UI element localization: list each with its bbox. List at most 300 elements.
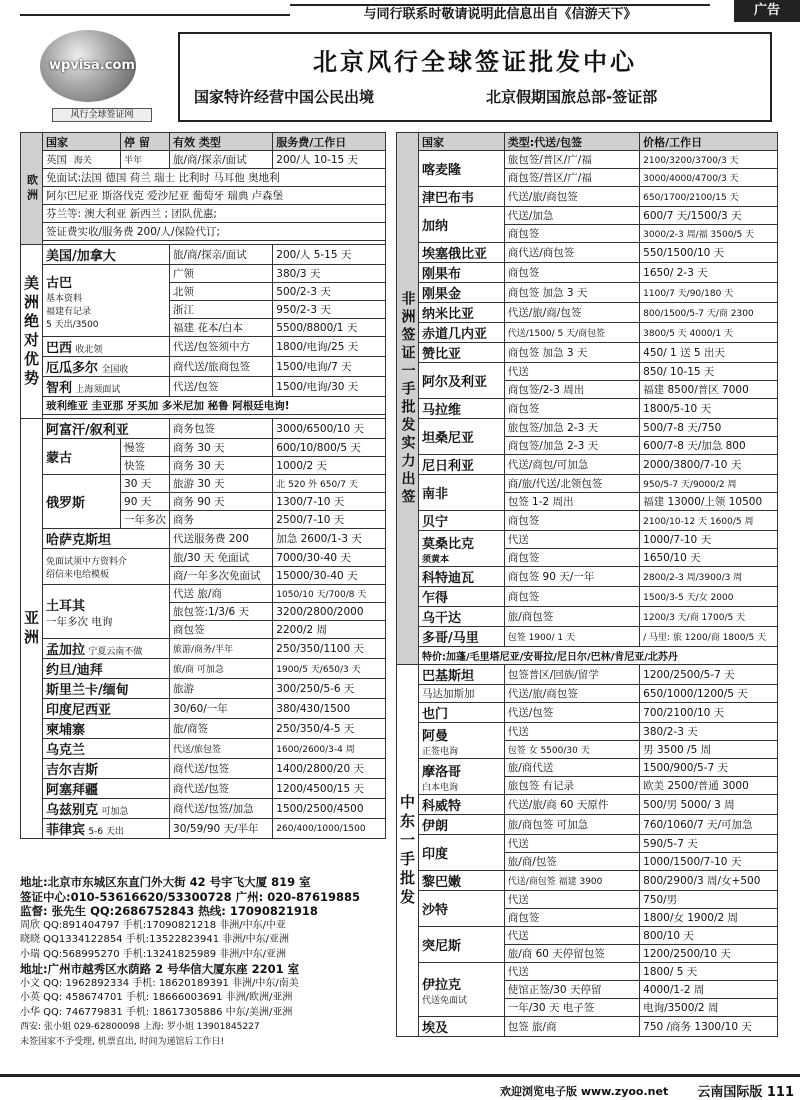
country-cell <box>419 927 505 963</box>
table-row <box>397 835 778 853</box>
table-cell: 商包签/加急 2-3 天 <box>504 437 639 455</box>
logo <box>22 30 162 125</box>
table-cell: 代送 <box>504 963 639 981</box>
column-header: 价格/工作日 <box>640 133 778 151</box>
table-cell: 300/250/5-6 天 <box>273 679 386 699</box>
table-row <box>21 439 386 457</box>
table-cell: 旅游 <box>170 679 273 699</box>
table-cell: 旅/商包签 可加急 <box>504 815 639 835</box>
table-row <box>397 963 778 981</box>
table-cell: 3000/4000/4700/3 天 <box>640 169 778 187</box>
cell-line: 白本电询 <box>422 782 459 793</box>
table-row <box>397 323 778 343</box>
country-name: 赤道几内亚 <box>419 323 505 343</box>
table-cell <box>43 699 170 719</box>
table-cell: 商/一年多次免面试 <box>170 567 273 585</box>
table-cell: 代送/商包/可加急 <box>504 455 639 475</box>
table-cell: 代送 <box>504 927 639 945</box>
table-row <box>21 245 386 265</box>
table-cell: 380/430/1500 <box>273 699 386 719</box>
contact-line: 地址:北京市东城区东直门外大街 42 号宇飞大厦 819 室 <box>20 875 311 889</box>
table-cell: 15000/30-40 天 <box>273 567 386 585</box>
cell-line: 福建有记录 <box>46 306 92 317</box>
cell-line: 莫桑比克 <box>422 536 475 552</box>
cell-note: 海关 <box>73 156 92 166</box>
table-cell: 哈萨克斯坦 <box>43 529 170 549</box>
table-cell: 一年多次 <box>121 511 170 529</box>
country-cell <box>419 665 505 685</box>
table-cell: 500/7-8 天/750 <box>640 419 778 437</box>
country-cell <box>419 963 505 1017</box>
table-cell: 1200/2500/10 天 <box>640 945 778 963</box>
table-cell: 30/59/90 天/半年 <box>170 819 273 839</box>
table-cell: 福建 8500/普区 7000 <box>640 381 778 399</box>
table-cell: 2200/2 周 <box>273 621 386 639</box>
country-name: 巴西 <box>46 341 73 356</box>
country-name: 厄瓜多尔 <box>46 361 99 376</box>
contact-line: 西安: 张小姐 029-62800098 上海: 罗小姐 13901845227 <box>20 1022 260 1032</box>
table-cell: 90 天 <box>121 493 170 511</box>
table-cell: 旅包签/普区/广/福 <box>504 151 639 169</box>
table-cell: 代送/1500/ 5 天/商包签 <box>504 323 639 343</box>
contact-line: 小文 QQ: 1962892334 手机: 18620189391 非洲/中东/南美 <box>20 977 299 989</box>
note-text: 签证费实收/服务费 200/人/保险代订; <box>43 223 386 241</box>
table-cell: 旅/商签 <box>170 719 273 739</box>
cell-note: 可加急 <box>101 807 129 817</box>
country-cell <box>43 265 170 337</box>
table-cell: 450/ 1 送 5 出天 <box>640 343 778 363</box>
table-cell: 商包签 <box>170 621 273 639</box>
table-cell: 500/男 5000/ 3 周 <box>640 795 778 815</box>
table-cell: 1500/900/5-7 天 <box>640 759 778 777</box>
table-cell: 包签 1-2 周出 <box>504 493 639 511</box>
country-cell <box>419 795 505 815</box>
logo-text: wpvisa.com <box>49 58 135 73</box>
table-cell: 代送 旅/商 <box>170 585 273 603</box>
cell-line: 伊拉克 <box>422 977 462 993</box>
country-cell <box>419 835 505 871</box>
header-row <box>397 133 778 151</box>
country-name: 乌克兰 <box>46 743 86 758</box>
note-text: 芬兰等: 澳大利亚 新西兰 ; 团队优惠; <box>43 205 386 223</box>
table-cell: 800/10 天 <box>640 927 778 945</box>
contact-line: 地址:广州市越秀区水荫路 2 号华信大厦东座 2201 室 <box>20 962 300 976</box>
column-header: 国家 <box>43 133 121 151</box>
table-row <box>397 703 778 723</box>
table-cell: 2100/10-12 天 1600/5 周 <box>640 511 778 531</box>
cell-line: 科威特 <box>422 799 462 814</box>
table-cell: 700/2100/10 天 <box>640 703 778 723</box>
table-row <box>21 265 386 283</box>
table-row <box>21 549 386 567</box>
table-row <box>21 529 386 549</box>
header-subtitle-right: 北京假期国旅总部-签证部 <box>486 88 658 106</box>
top-bar <box>0 0 800 26</box>
table-cell: 600/10/800/5 天 <box>273 439 386 457</box>
table-cell <box>43 779 170 799</box>
country-name: 刚果布 <box>419 263 505 283</box>
table-row <box>397 419 778 437</box>
table-cell: 广领 <box>170 265 273 283</box>
table-cell: 代送/旅/商 60 天原件 <box>504 795 639 815</box>
cell-note: 上海须面试 <box>75 385 121 395</box>
region-label: 非洲签证一手批发实力出签 <box>397 133 419 665</box>
table-cell: 男 3500 /5 周 <box>640 741 778 759</box>
table-cell: 250/350/1100 天 <box>273 639 386 659</box>
table-cell: 商代送/商包签 <box>504 243 639 263</box>
region-label: 欧洲 <box>21 133 43 245</box>
table-cell: 代送/加急 <box>504 207 639 225</box>
table-cell: 商包签 <box>504 511 639 531</box>
table-cell: 1800/电询/25 天 <box>273 337 386 357</box>
table-cell: 950/5-7 天/9000/2 周 <box>640 475 778 493</box>
table-row <box>21 719 386 739</box>
table-cell: 3000/6500/10 天 <box>273 419 386 439</box>
country-cell <box>419 1017 505 1037</box>
table-cell: 250/350/4-5 天 <box>273 719 386 739</box>
table-row <box>397 263 778 283</box>
country-name <box>419 531 505 567</box>
table-row <box>397 187 778 207</box>
table-cell: 旅/30 天 免面试 <box>170 549 273 567</box>
country-name: 印度尼西亚 <box>46 703 112 718</box>
table-cell: 商务包签 <box>170 419 273 439</box>
header <box>178 32 772 122</box>
country-cell <box>419 815 505 835</box>
cell-line: 基本资料 <box>46 293 83 304</box>
table-cell: 7000/30-40 天 <box>273 549 386 567</box>
table-cell: 美国/加拿大 <box>43 245 170 265</box>
table-row <box>21 659 386 679</box>
table-row <box>397 455 778 475</box>
table-cell: 商务 <box>170 511 273 529</box>
table-row <box>397 759 778 777</box>
left-price-table <box>20 132 386 839</box>
table-cell: 380/2-3 天 <box>640 723 778 741</box>
country-cell <box>419 685 505 703</box>
table-cell: 旅包签:1/3/6 天 <box>170 603 273 621</box>
table-cell: 2000/3800/7-10 天 <box>640 455 778 475</box>
table-row <box>21 187 386 205</box>
country-name: 约旦/迪拜 <box>46 663 103 678</box>
table-row <box>21 819 386 839</box>
table-cell: 30/60/一年 <box>170 699 273 719</box>
table-row <box>21 337 386 357</box>
table-cell: 1000/7-10 天 <box>640 531 778 549</box>
table-row <box>397 363 778 381</box>
table-cell: 1500/电询/7 天 <box>273 357 386 377</box>
table-cell: 商代送/旅商包签 <box>170 357 273 377</box>
column-header: 类型:代送/包签 <box>504 133 639 151</box>
table-cell: 旅包签 有记录 <box>504 777 639 795</box>
contact-info <box>20 875 395 1049</box>
cell-note: 收北领 <box>75 345 103 355</box>
table-cell: 800/2900/3 周/女+500 <box>640 871 778 891</box>
table-cell: 加急 2600/1-3 天 <box>273 529 386 549</box>
cell-line: 须黄本 <box>422 554 450 565</box>
table-cell <box>43 151 121 169</box>
cell-line: 绍信来电给模板 <box>46 569 110 580</box>
table-row <box>397 871 778 891</box>
table-cell: 1500/电询/30 天 <box>273 377 386 397</box>
table-cell: 快签 <box>121 457 170 475</box>
note-text: 特价:加蓬/毛里塔尼亚/安哥拉/尼日尔/巴林/肯尼亚/北苏丹 <box>419 647 778 665</box>
table-cell: 包签 1900/ 1 天 <box>504 627 639 647</box>
table-cell: 1200/2500/5-7 天 <box>640 665 778 685</box>
logo-caption: 风行全球签证网 <box>52 108 152 122</box>
table-cell: 代送 <box>504 835 639 853</box>
table-cell: 旅游/商务/半年 <box>170 639 273 659</box>
country-name: 津巴布韦 <box>419 187 505 207</box>
table-cell: 代送 <box>504 891 639 909</box>
table-row <box>397 685 778 703</box>
country-name: 马拉维 <box>419 399 505 419</box>
table-cell: 包签 女 5500/30 天 <box>504 741 639 759</box>
country-name: 刚果金 <box>419 283 505 303</box>
table-cell: 850/ 10-15 天 <box>640 363 778 381</box>
table-cell: 200/人 5-15 天 <box>273 245 386 265</box>
table-row <box>21 397 386 415</box>
table-cell: 1800/ 5 天 <box>640 963 778 981</box>
table-row <box>397 531 778 549</box>
table-row <box>21 151 386 169</box>
table-cell: 电询/3500/2 周 <box>640 999 778 1017</box>
country-name: 智利 <box>46 381 73 396</box>
table-cell: 2800/2-3 周/3900/3 周 <box>640 567 778 587</box>
table-cell: 600/7-8 天/加急 800 <box>640 437 778 455</box>
table-row <box>21 357 386 377</box>
country-name: 尼日利亚 <box>419 455 505 475</box>
table-cell: 欧美 2500/普通 3000 <box>640 777 778 795</box>
table-cell: 旅/商/探亲/面试 <box>170 151 273 169</box>
table-cell <box>43 759 170 779</box>
table-row <box>397 399 778 419</box>
table-row <box>397 665 778 685</box>
table-cell: / 马里: 旅 1200/商 1800/5 天 <box>640 627 778 647</box>
table-cell: 旅包签/加急 2-3 天 <box>504 419 639 437</box>
table-cell: 商务 90 天 <box>170 493 273 511</box>
table-cell <box>43 639 170 659</box>
country-name: 英国 <box>46 154 67 166</box>
table-cell: 旅/商包签 <box>504 607 639 627</box>
table-row <box>21 799 386 819</box>
table-cell: 2500/7-10 天 <box>273 511 386 529</box>
table-cell: 3800/5 天 4000/1 天 <box>640 323 778 343</box>
table-row <box>397 303 778 323</box>
website-link[interactable]: 欢迎浏览电子版 www.zyoo.net <box>500 1085 669 1098</box>
cell-note: 全国收 <box>101 365 129 375</box>
table-cell <box>43 377 170 397</box>
note-text: 玻利维亚 圭亚那 牙买加 多米尼加 秘鲁 阿根廷电询! <box>43 397 386 415</box>
country-cell <box>43 549 170 585</box>
table-cell: 浙江 <box>170 301 273 319</box>
table-cell: 商代送/包签/加急 <box>170 799 273 819</box>
cell-line: 阿曼 <box>422 728 449 744</box>
table-row <box>397 647 778 665</box>
table-cell: 500/2-3 天 <box>273 283 386 301</box>
country-name: 赞比亚 <box>419 343 505 363</box>
table-cell: 代送/包签 <box>170 377 273 397</box>
country-cell <box>43 585 170 639</box>
country-name: 多哥/马里 <box>419 627 505 647</box>
table-cell: 商包签 加急 3 天 <box>504 283 639 303</box>
table-cell: 1650/ 2-3 天 <box>640 263 778 283</box>
table-cell <box>43 799 170 819</box>
header-subtitle-left: 国家特许经营中国公民出境 <box>194 88 375 106</box>
table-cell: 1400/2800/20 天 <box>273 759 386 779</box>
table-cell <box>43 719 170 739</box>
country-name: 斯里兰卡/缅甸 <box>46 683 129 698</box>
country-name: 菲律宾 <box>46 823 86 838</box>
table-cell: 3200/2800/2000 <box>273 603 386 621</box>
table-cell: 半年 <box>121 151 170 169</box>
table-cell: 750 /商务 1300/10 天 <box>640 1017 778 1037</box>
table-cell: 260/400/1000/1500 <box>273 819 386 839</box>
table-cell: 一年/30 天 电子签 <box>504 999 639 1017</box>
table-cell: 1650/10 天 <box>640 549 778 567</box>
region-label: 中东一手批发 <box>397 665 419 1037</box>
country-cell <box>419 759 505 795</box>
table-row <box>21 377 386 397</box>
table-cell: 代送/旅/商/包签 <box>504 303 639 323</box>
table-row <box>397 343 778 363</box>
cell-line: 也门 <box>422 707 449 722</box>
table-cell: 福建 花本/白本 <box>170 319 273 337</box>
table-cell: 商包签/普区/广/福 <box>504 169 639 187</box>
table-cell: 代送/包签须中方 <box>170 337 273 357</box>
table-cell: 商包签 <box>504 909 639 927</box>
table-cell: 5500/8800/1 天 <box>273 319 386 337</box>
table-row <box>21 223 386 241</box>
divider <box>20 14 290 16</box>
table-cell: 商务 30 天 <box>170 457 273 475</box>
table-row <box>397 607 778 627</box>
country-name: 科特迪瓦 <box>419 567 505 587</box>
cell-line: 正签电询 <box>422 746 459 757</box>
column-header: 停 留 <box>121 133 170 151</box>
table-row <box>397 243 778 263</box>
table-cell: 代送 <box>504 363 639 381</box>
table-cell: 1600/2600/3-4 周 <box>273 739 386 759</box>
table-cell: 1200/4500/15 天 <box>273 779 386 799</box>
table-cell: 商包签 <box>504 225 639 243</box>
table-row <box>21 739 386 759</box>
country-cell <box>419 871 505 891</box>
table-cell: 800/1500/5-7 天/商 2300 <box>640 303 778 323</box>
table-row <box>21 205 386 223</box>
table-row <box>397 207 778 225</box>
table-row <box>21 585 386 603</box>
country-cell <box>419 891 505 927</box>
country-name: 喀麦隆 <box>419 151 505 187</box>
table-cell: 旅/商 60 天停留包签 <box>504 945 639 963</box>
country-name: 阿尔及利亚 <box>419 363 505 399</box>
country-name: 孟加拉 <box>46 643 86 658</box>
table-row <box>21 699 386 719</box>
table-row <box>21 475 386 493</box>
table-row <box>397 283 778 303</box>
table-cell: 旅/商/包签 <box>504 853 639 871</box>
table-cell: 1800/5-10 天 <box>640 399 778 419</box>
table-row <box>397 627 778 647</box>
table-row <box>21 779 386 799</box>
cell-line: 代送免面试 <box>422 995 468 1006</box>
cell-line: 沙特 <box>422 903 449 918</box>
table-cell: 商包签 <box>504 587 639 607</box>
table-cell: 商包签/2-3 周出 <box>504 381 639 399</box>
bottom-bar <box>0 1074 800 1100</box>
table-row <box>21 679 386 699</box>
table-cell: 1050/10 天/700/8 天 <box>273 585 386 603</box>
table-cell: 代送 <box>504 531 639 549</box>
table-row <box>397 891 778 909</box>
country-name: 坦桑尼亚 <box>419 419 505 455</box>
country-name: 乌兹别克 <box>46 803 99 818</box>
table-row <box>397 475 778 493</box>
table-cell: 380/3 天 <box>273 265 386 283</box>
table-cell: 1000/1500/7-10 天 <box>640 853 778 871</box>
table-cell: 590/5-7 天 <box>640 835 778 853</box>
country-name: 蒙古 <box>43 439 121 475</box>
note-text: 阿尔巴尼亚 斯洛伐克 爱沙尼亚 葡萄牙 瑞典 卢森堡 <box>43 187 386 205</box>
table-cell: 旅/商代送 <box>504 759 639 777</box>
table-cell: 商务 30 天 <box>170 439 273 457</box>
cell-line: 巴基斯坦 <box>422 669 475 684</box>
table-cell: 包签普区/回族/留学 <box>504 665 639 685</box>
table-cell: 代送 <box>504 723 639 741</box>
cell-line: 突尼斯 <box>422 939 462 954</box>
table-cell: 商包签 <box>504 399 639 419</box>
region-label: 美洲绝对优势 <box>21 245 43 419</box>
source-notice: 与同行联系时敬请说明此信息出自《信游天下》 <box>290 4 710 22</box>
table-cell: 200/人 10-15 天 <box>273 151 386 169</box>
cell-note: 宁夏云南不做 <box>88 647 143 657</box>
table-cell: 1800/女 1900/2 周 <box>640 909 778 927</box>
country-cell <box>419 703 505 723</box>
country-name: 阿塞拜疆 <box>46 783 99 798</box>
note-text: 免面试:法国 德国 荷兰 瑞士 比利时 马耳他 奥地利 <box>43 169 386 187</box>
column-header: 服务费/工作日 <box>273 133 386 151</box>
table-row <box>397 587 778 607</box>
table-cell: 1500/3-5 天/女 2000 <box>640 587 778 607</box>
cell-line: 土耳其 <box>46 598 86 614</box>
table-cell: 北 520 外 650/7 天 <box>273 475 386 493</box>
cell-line: 古巴 <box>46 275 73 291</box>
table-cell: 商代送/包签 <box>170 759 273 779</box>
table-cell: 1300/7-10 天 <box>273 493 386 511</box>
table-cell: 商包签 <box>504 549 639 567</box>
column-header: 国家 <box>419 133 505 151</box>
table-cell: 使馆正签/30 天停留 <box>504 981 639 999</box>
table-row <box>21 759 386 779</box>
table-cell <box>43 819 170 839</box>
cell-line: 马达加斯加 <box>422 688 475 700</box>
table-cell <box>43 739 170 759</box>
table-cell: 商包签 加急 3 天 <box>504 343 639 363</box>
cell-line: 一年多次 电询 <box>46 615 113 628</box>
right-price-table <box>396 132 778 1037</box>
cell-line: 伊朗 <box>422 819 449 834</box>
table-cell: 750/男 <box>640 891 778 909</box>
table-cell: 2100/3200/3700/3 天 <box>640 151 778 169</box>
cell-line: 免面试须中方资料介 <box>46 556 128 567</box>
country-name: 乌干达 <box>419 607 505 627</box>
table-cell: 1900/5 天/650/3 天 <box>273 659 386 679</box>
table-cell: 代送/旅包签 <box>170 739 273 759</box>
table-cell: 商/旅/代送/北领包签 <box>504 475 639 493</box>
country-name: 纳米比亚 <box>419 303 505 323</box>
contact-line: 晓晓 QQ1334122854 手机:13522823941 非洲/中东/亚洲 <box>20 934 289 945</box>
